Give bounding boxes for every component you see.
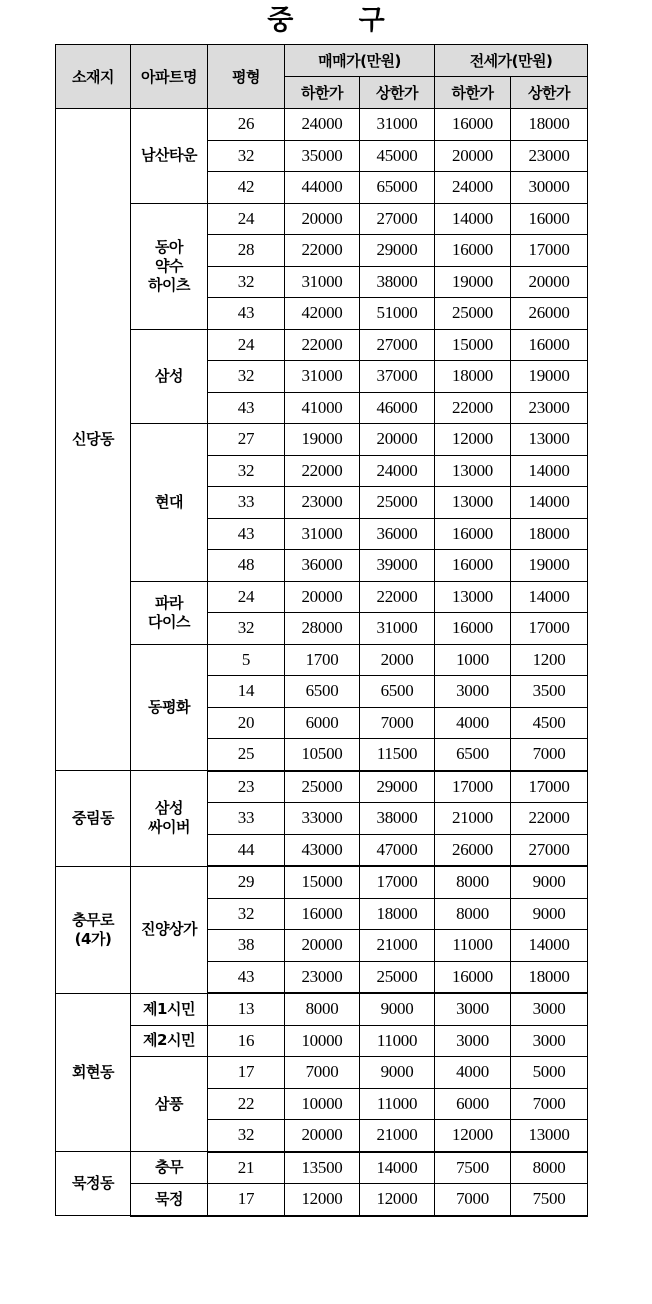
lease-low-cell: 24000 [435,172,511,204]
lease-low-cell: 6500 [435,739,511,771]
sale-low-cell: 22000 [285,235,360,267]
lease-low-cell: 8000 [435,898,511,930]
sale-low-cell: 6500 [285,676,360,708]
sale-low-cell: 6000 [285,707,360,739]
sale-high-cell: 38000 [360,803,435,835]
sale-high-cell: 7000 [360,707,435,739]
header-location: 소재지 [56,45,131,109]
sale-low-cell: 23000 [285,487,360,519]
table-row [56,109,588,141]
sale-high-cell: 21000 [360,1120,435,1152]
size-cell: 14 [208,676,285,708]
sale-high-cell: 27000 [360,203,435,235]
sale-high-cell: 21000 [360,930,435,962]
lease-low-cell: 3000 [435,993,511,1025]
sale-low-cell: 8000 [285,993,360,1025]
size-cell: 43 [208,392,285,424]
lease-low-cell: 8000 [435,866,511,898]
lease-low-cell: 12000 [435,424,511,456]
sale-high-cell: 31000 [360,613,435,645]
lease-low-cell: 16000 [435,518,511,550]
price-table [55,44,588,1217]
apartment-name-cell: 제1시민 [131,993,208,1025]
lease-high-cell: 22000 [511,803,588,835]
size-cell: 44 [208,834,285,866]
lease-high-cell: 17000 [511,771,588,803]
header-sale-low: 하한가 [285,77,360,109]
lease-high-cell: 16000 [511,203,588,235]
table-row [56,1152,588,1184]
sale-low-cell: 28000 [285,613,360,645]
lease-high-cell: 19000 [511,550,588,582]
sale-low-cell: 12000 [285,1184,360,1216]
table-row [56,1025,588,1057]
lease-high-cell: 14000 [511,581,588,613]
size-cell: 32 [208,140,285,172]
apartment-name-cell: 동아 약수 하이츠 [131,203,208,329]
sale-low-cell: 10500 [285,739,360,771]
size-cell: 32 [208,898,285,930]
sale-high-cell: 12000 [360,1184,435,1216]
sale-high-cell: 25000 [360,487,435,519]
lease-low-cell: 16000 [435,235,511,267]
sale-low-cell: 25000 [285,771,360,803]
header-size: 평형 [208,45,285,109]
lease-high-cell: 8000 [511,1152,588,1184]
sale-high-cell: 47000 [360,834,435,866]
lease-high-cell: 13000 [511,424,588,456]
sale-high-cell: 25000 [360,961,435,993]
size-cell: 43 [208,961,285,993]
sale-high-cell: 11000 [360,1088,435,1120]
table-row [56,1057,588,1089]
table-row [56,424,588,456]
lease-low-cell: 13000 [435,487,511,519]
size-cell: 28 [208,235,285,267]
sale-low-cell: 22000 [285,455,360,487]
size-cell: 24 [208,329,285,361]
sale-low-cell: 35000 [285,140,360,172]
lease-low-cell: 6000 [435,1088,511,1120]
lease-high-cell: 18000 [511,518,588,550]
size-cell: 26 [208,109,285,141]
sale-high-cell: 14000 [360,1152,435,1184]
sale-low-cell: 20000 [285,1120,360,1152]
sale-low-cell: 1700 [285,644,360,676]
header-lease-low: 하한가 [435,77,511,109]
sale-high-cell: 36000 [360,518,435,550]
lease-low-cell: 26000 [435,834,511,866]
apartment-name-cell: 현대 [131,424,208,582]
lease-low-cell: 21000 [435,803,511,835]
sale-high-cell: 31000 [360,109,435,141]
sale-low-cell: 20000 [285,203,360,235]
lease-high-cell: 13000 [511,1120,588,1152]
sale-low-cell: 13500 [285,1152,360,1184]
lease-high-cell: 18000 [511,961,588,993]
lease-high-cell: 3000 [511,1025,588,1057]
sale-high-cell: 6500 [360,676,435,708]
size-cell: 24 [208,581,285,613]
apartment-name-cell: 묵정 [131,1184,208,1216]
lease-low-cell: 13000 [435,455,511,487]
lease-high-cell: 27000 [511,834,588,866]
table-row [56,581,588,613]
table-row [56,771,588,803]
size-cell: 20 [208,707,285,739]
lease-high-cell: 17000 [511,613,588,645]
apartment-name-cell: 동평화 [131,644,208,771]
sale-low-cell: 43000 [285,834,360,866]
lease-high-cell: 3000 [511,993,588,1025]
sale-high-cell: 27000 [360,329,435,361]
size-cell: 13 [208,993,285,1025]
size-cell: 23 [208,771,285,803]
apartment-name-cell: 파라 다이스 [131,581,208,644]
size-cell: 17 [208,1057,285,1089]
header-sale-high: 상한가 [360,77,435,109]
lease-low-cell: 16000 [435,613,511,645]
apartment-name-cell: 삼성 싸이버 [131,771,208,867]
lease-high-cell: 14000 [511,487,588,519]
size-cell: 33 [208,487,285,519]
sale-high-cell: 38000 [360,266,435,298]
sale-low-cell: 10000 [285,1025,360,1057]
sale-low-cell: 16000 [285,898,360,930]
lease-high-cell: 9000 [511,898,588,930]
lease-high-cell: 14000 [511,930,588,962]
lease-low-cell: 16000 [435,109,511,141]
lease-low-cell: 1000 [435,644,511,676]
lease-high-cell: 19000 [511,361,588,393]
lease-high-cell: 7000 [511,739,588,771]
sale-high-cell: 11500 [360,739,435,771]
lease-high-cell: 14000 [511,455,588,487]
size-cell: 32 [208,1120,285,1152]
lease-high-cell: 16000 [511,329,588,361]
apartment-name-cell: 삼풍 [131,1057,208,1152]
lease-low-cell: 14000 [435,203,511,235]
sale-high-cell: 18000 [360,898,435,930]
page-title: 중 구 [267,5,413,36]
sale-low-cell: 31000 [285,266,360,298]
size-cell: 16 [208,1025,285,1057]
sale-high-cell: 37000 [360,361,435,393]
sale-high-cell: 2000 [360,644,435,676]
sale-low-cell: 22000 [285,329,360,361]
size-cell: 5 [208,644,285,676]
sale-low-cell: 24000 [285,109,360,141]
lease-high-cell: 23000 [511,140,588,172]
lease-high-cell: 30000 [511,172,588,204]
lease-high-cell: 26000 [511,298,588,330]
lease-low-cell: 16000 [435,961,511,993]
size-cell: 22 [208,1088,285,1120]
sale-high-cell: 29000 [360,771,435,803]
lease-low-cell: 16000 [435,550,511,582]
table-row [56,644,588,676]
sale-low-cell: 23000 [285,961,360,993]
lease-high-cell: 20000 [511,266,588,298]
size-cell: 27 [208,424,285,456]
header-lease-price: 전세가(만원) [435,45,588,77]
apartment-name-cell: 삼성 [131,329,208,424]
apartment-name-cell: 충무 [131,1152,208,1184]
lease-low-cell: 18000 [435,361,511,393]
lease-low-cell: 7500 [435,1152,511,1184]
sale-low-cell: 20000 [285,581,360,613]
lease-high-cell: 7500 [511,1184,588,1216]
table-row [56,993,588,1025]
sale-high-cell: 29000 [360,235,435,267]
header-apartment: 아파트명 [131,45,208,109]
lease-high-cell: 4500 [511,707,588,739]
size-cell: 17 [208,1184,285,1216]
lease-high-cell: 23000 [511,392,588,424]
sale-high-cell: 9000 [360,993,435,1025]
location-cell: 신당동 [56,109,131,771]
lease-low-cell: 20000 [435,140,511,172]
sale-low-cell: 44000 [285,172,360,204]
size-cell: 38 [208,930,285,962]
header-lease-high: 상한가 [511,77,588,109]
lease-low-cell: 15000 [435,329,511,361]
size-cell: 33 [208,803,285,835]
size-cell: 21 [208,1152,285,1184]
lease-low-cell: 4000 [435,707,511,739]
size-cell: 42 [208,172,285,204]
sale-high-cell: 51000 [360,298,435,330]
lease-low-cell: 25000 [435,298,511,330]
lease-high-cell: 5000 [511,1057,588,1089]
size-cell: 32 [208,455,285,487]
size-cell: 48 [208,550,285,582]
size-cell: 32 [208,613,285,645]
table-row [56,329,588,361]
lease-low-cell: 12000 [435,1120,511,1152]
location-cell: 중림동 [56,771,131,867]
sale-high-cell: 9000 [360,1057,435,1089]
sale-high-cell: 22000 [360,581,435,613]
lease-high-cell: 1200 [511,644,588,676]
sale-high-cell: 65000 [360,172,435,204]
lease-high-cell: 17000 [511,235,588,267]
header-sale-price: 매매가(만원) [285,45,435,77]
lease-low-cell: 13000 [435,581,511,613]
lease-low-cell: 19000 [435,266,511,298]
sale-low-cell: 31000 [285,518,360,550]
lease-low-cell: 3000 [435,676,511,708]
lease-low-cell: 3000 [435,1025,511,1057]
sale-high-cell: 45000 [360,140,435,172]
size-cell: 29 [208,866,285,898]
table-row [56,203,588,235]
sale-high-cell: 11000 [360,1025,435,1057]
lease-low-cell: 11000 [435,930,511,962]
table-body [56,109,588,1216]
sale-low-cell: 41000 [285,392,360,424]
lease-low-cell: 22000 [435,392,511,424]
lease-low-cell: 4000 [435,1057,511,1089]
size-cell: 43 [208,298,285,330]
apartment-name-cell: 진양상가 [131,866,208,993]
sale-low-cell: 42000 [285,298,360,330]
location-cell: 충무로 (4가) [56,866,131,993]
size-cell: 43 [208,518,285,550]
sale-high-cell: 46000 [360,392,435,424]
lease-high-cell: 9000 [511,866,588,898]
table-row [56,1184,588,1216]
sale-high-cell: 39000 [360,550,435,582]
sale-low-cell: 33000 [285,803,360,835]
lease-high-cell: 18000 [511,109,588,141]
sale-low-cell: 7000 [285,1057,360,1089]
sale-low-cell: 19000 [285,424,360,456]
sale-low-cell: 15000 [285,866,360,898]
apartment-name-cell: 남산타운 [131,109,208,204]
sale-low-cell: 36000 [285,550,360,582]
location-cell: 회현동 [56,993,131,1152]
location-cell: 묵정동 [56,1152,131,1216]
lease-low-cell: 17000 [435,771,511,803]
lease-high-cell: 7000 [511,1088,588,1120]
size-cell: 32 [208,361,285,393]
apartment-name-cell: 제2시민 [131,1025,208,1057]
size-cell: 24 [208,203,285,235]
sale-low-cell: 31000 [285,361,360,393]
lease-high-cell: 3500 [511,676,588,708]
sale-high-cell: 20000 [360,424,435,456]
sale-low-cell: 20000 [285,930,360,962]
size-cell: 25 [208,739,285,771]
size-cell: 32 [208,266,285,298]
sale-low-cell: 10000 [285,1088,360,1120]
table-row [56,866,588,898]
sale-high-cell: 24000 [360,455,435,487]
sale-high-cell: 17000 [360,866,435,898]
lease-low-cell: 7000 [435,1184,511,1216]
